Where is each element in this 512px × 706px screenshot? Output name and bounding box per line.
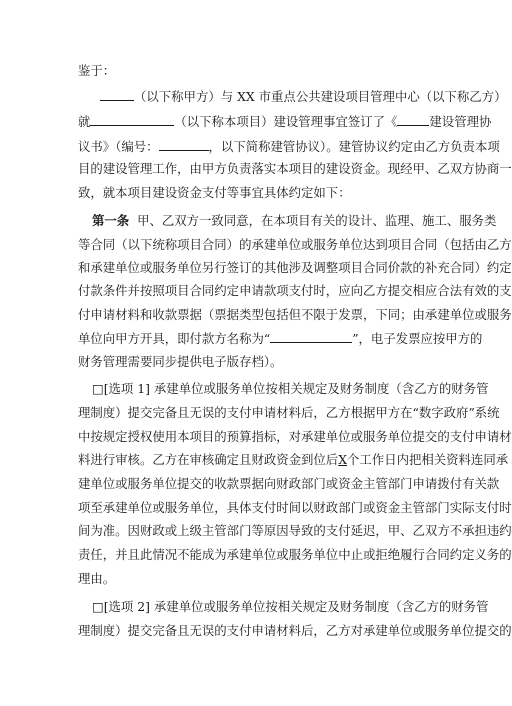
option-1-line-4-a: 料进行审核。乙方在审核确定且财政资金到位后	[78, 452, 339, 467]
article-1-line-5	[78, 307, 512, 323]
option-1-line-5	[78, 476, 500, 492]
option-1-line-3-text: 中按规定授权使用本项目的预算指标，对承建单位或服务单位提交的支付申请材	[78, 429, 512, 444]
p1-line-1-text: （以下称甲方）与 XX 市重点公共建设项目管理中心（以下称乙方）	[134, 89, 507, 104]
option-1-line-4	[78, 452, 509, 468]
article-1-line-2-text: 等合同（以下统称项目合同）的承建单位或服务单位达到项目合同（包括由乙方	[78, 237, 512, 252]
option-1-line-2-text: 理制度）提交完备且无误的支付申请材料后，乙方根据甲方在“数字政府”系统	[78, 405, 500, 420]
article-1-line-4	[78, 283, 512, 299]
project-name-blank	[90, 113, 174, 126]
article-1-line-5-text: 付申请材料和收款票据（票据类型包括但不限于发票，下同；由承建单位或服务	[78, 307, 512, 322]
p1-line-3-a: 议书》（编号：	[78, 139, 159, 154]
p1-line-5-text: 致，就本项目建设资金支付等事宜具体约定如下：	[78, 185, 351, 200]
article-1-line-1	[92, 213, 497, 229]
p1-line-3	[78, 138, 500, 154]
p1-line-2-b: （以下称本项目）建设管理事宜签订了《	[174, 114, 398, 129]
article-1-line-7-text: 财务管理需要同步提供电子版存档）。	[78, 354, 283, 369]
option-1-line-8-text: 责任，并且此情况不能成为承建单位或服务单位中止或拒绝履行合同约定义务的	[78, 547, 512, 562]
article-1-line-6-a: 单位向甲方开具，即付款方名称为“	[78, 331, 271, 346]
option-1-line-2	[78, 405, 500, 421]
option-1-line-9	[78, 571, 428, 587]
article-1-line-1-text: 甲、乙双方一致同意，在本项目有关的设计、监理、施工、服务类	[137, 213, 497, 228]
recital-heading	[78, 63, 428, 79]
option-2-line-1	[92, 599, 489, 615]
recital-heading-text: 鉴于：	[78, 63, 116, 78]
p1-line-4	[78, 161, 512, 177]
agreement-number-blank	[159, 138, 209, 151]
p1-line-4-text: 目的建设管理工作，由甲方负责落实本项目的建设资金。现经甲、乙双方协商一	[78, 161, 512, 176]
option-1-line-1	[92, 381, 489, 397]
option-1-line-7-text: 间为准。因财政或上级主管部门等原因导致的支付延迟，甲、乙双方不承担违约	[78, 523, 512, 538]
article-1-label: 第一条	[92, 213, 130, 228]
option-2-line-2-text: 理制度）提交完备且无误的支付申请材料后，乙方对承建单位或服务单位提交的	[78, 623, 512, 638]
article-1-line-7	[78, 354, 428, 370]
p1-line-2-a: 就	[78, 114, 91, 129]
option-1-line-4-b: 个工作日内把相关资料连同承	[347, 452, 509, 467]
option-1-line-6	[78, 500, 512, 516]
option-1-line-1-text: □[选项 1] 承建单位或服务单位按相关规定及财务制度（含乙方的财务管	[92, 381, 489, 396]
p1-line-1	[100, 88, 507, 104]
p1-line-2-c: 建设管理协	[429, 114, 492, 129]
p1-line-5	[78, 185, 428, 201]
payer-name-blank	[270, 330, 352, 343]
option-1-line-5-text: 建单位或服务单位提交的收款票据向财政部门或资金主管部门申请拨付有关款	[78, 476, 500, 491]
article-1-line-6	[78, 330, 483, 346]
article-1-line-6-b: ”，电子发票应按甲方的	[352, 331, 483, 346]
article-1-line-3	[78, 260, 512, 276]
option-1-line-8	[78, 547, 512, 563]
p1-line-2	[78, 113, 492, 129]
party-a-blank	[100, 88, 134, 101]
option-2-line-1-text: □[选项 2] 承建单位或服务单位按相关规定及财务制度（含乙方的财务管	[92, 599, 489, 614]
p1-line-3-b: ，以下简称建管协议）。建管协议约定由乙方负责本项	[208, 139, 500, 154]
option-1-line-7	[78, 523, 512, 539]
option-1-line-6-text: 项至承建单位或服务单位，具体支付时间以财政部门或资金主管部门实际支付时	[78, 500, 512, 515]
option-1-line-9-text: 理由。	[78, 571, 116, 586]
article-1-line-4-text: 付款条件并按照项目合同约定申请款项支付时，应向乙方提交相应合法有效的支	[78, 283, 512, 298]
working-days-value: X	[338, 452, 348, 467]
option-1-line-3	[78, 429, 512, 445]
article-1-line-2	[78, 237, 512, 253]
agreement-name-blank	[397, 113, 429, 126]
option-2-line-2	[78, 623, 512, 639]
article-1-line-3-text: 和承建单位或服务单位另行签订的其他涉及调整项目合同价款的补充合同）约定	[78, 260, 512, 275]
